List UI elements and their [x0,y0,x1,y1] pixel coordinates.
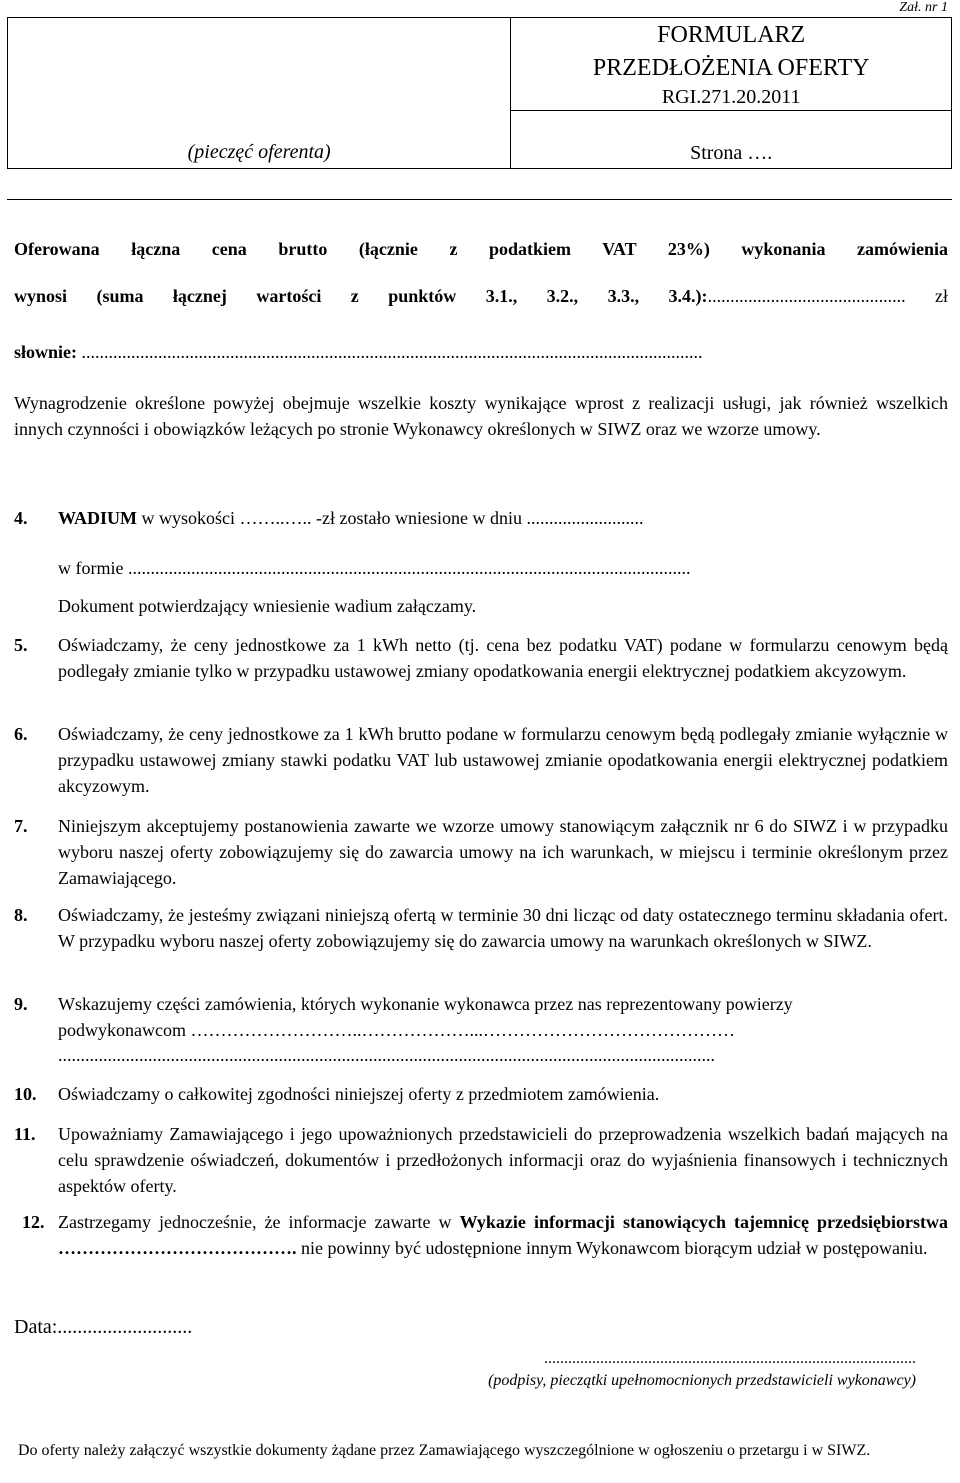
item-8-text: Oświadczamy, że jesteśmy związani niniejszą ofertą w terminie 30 dni licząc od daty ostatecznego terminu składania ofert. W przypadku wyboru naszej oferty zobowiązujemy się do zawarcia umowy na warunkach określonych w SIWZ. [58,905,948,951]
page-label: Strona …. [511,110,951,168]
subcontractor-field-line2[interactable]: .................................................................................................................................................. [58,1045,715,1065]
attachment-label: Zał. nr 1 [899,0,948,15]
item-number: 9. [14,994,28,1014]
remuneration-paragraph: Wynagrodzenie określone powyżej obejmuje wszelkie koszty wynikające wprost z realizacji usługi, jak również wszelkich innych czynności i obowiązków leżących po stronie Wykonawcy określonych w SIWZ oraz we wzorze umowy. [14,393,948,439]
item-number: 5. [14,635,28,655]
price-sum-label: wynosi (suma łącznej wartości z punktów 3.1., 3.2., 3.3., 3.4.): [14,286,708,306]
price-line1: Oferowana łączna cena brutto (łącznie z podatkiem VAT 23%) wykonania zamówienia [14,239,948,259]
price-words-field[interactable]: .......................................................................................................................................... [81,342,703,362]
wadium-label: WADIUM [58,508,137,528]
header-table [7,17,952,169]
price-section [14,236,948,262]
trade-secret-field[interactable]: …………………………………. [58,1238,297,1258]
item-6-text: Oświadczamy, że ceny jednostkowe za 1 kWh brutto podane w formularzu cenowym będą podlegały zmianie wyłącznie w przypadku ustawowej zmiany stawki podatku VAT lub ustawowej zmianie opodatkowania energii elektrycznej podatkiem akcyzowym. [58,724,948,796]
item-number: 11. [14,1124,36,1144]
item-number: 12. [22,1212,45,1232]
item-9-text: Wskazujemy części zamówienia, których wykonanie wykonawca przez nas reprezentowany powierzy [58,994,793,1014]
item-number: 10. [14,1084,37,1104]
item-number: 7. [14,816,28,836]
item-12-text [58,1209,948,1261]
price-words [14,339,948,365]
item-number: 8. [14,905,28,925]
item-number: 6. [14,724,28,744]
title-cell [511,18,952,169]
item-5-text: Oświadczamy, że ceny jednostkowe za 1 kWh netto (tj. cena bez podatku VAT) podane w formularzu cenowym będą podlegały zmianie tylko w przypadku ustawowej zmiany opodatkowania energii elektrycznej podatkiem akcyzowym. [58,635,948,681]
stamp-label: (pieczęć oferenta) [187,141,331,163]
signature-field[interactable]: ............................................................................................. [544,1350,916,1367]
item-10-text: Oświadczamy o całkowitej zgodności niniejszej oferty z przedmiotem zamówienia. [58,1084,660,1104]
wadium-fields[interactable]: w wysokości ……..….. -zł zostało wniesione w dniu .......................... [137,508,644,528]
item-4-text [58,505,948,531]
form-title-line2: PRZEDŁOŻENIA OFERTY [592,55,870,81]
stamp-cell [8,18,511,169]
date-field[interactable]: Data:........................... [14,1316,193,1338]
reference-number: RGI.271.20.2011 [661,86,801,108]
item-7-text: Niniejszym akceptujemy postanowienia zawarte we wzorze umowy stanowiącym załącznik nr 6 do SIWZ i w przypadku wyboru naszej oferty zobowiązujemy się do zawarcia umowy na ich warunkach, w miejscu i terminie określonym przez Zamawiającego. [58,816,948,888]
price-words-label: słownie: [14,342,77,362]
trade-secret-list-label: Wykazie informacji stanowiących tajemnicę przedsiębiorstwa [459,1212,948,1232]
wadium-form-field[interactable]: w formie ............................................................................................................................. [58,558,691,578]
item-11-text: Upoważniamy Zamawiającego i jego upoważnionych przedstawicieli do przeprowadzenia wszelkich badań mających na celu sprawdzenie oświadczeń, dokumentów i przedłożonych informacji oraz do wyjaśnienia finansowych i technicznych aspektów oferty. [58,1124,948,1196]
wadium-document-note: Dokument potwierdzający wniesienie wadium załączamy. [58,596,477,616]
footnote: Do oferty należy załączyć wszystkie dokumenty żądane przez Zamawiającego wyszczególnione w ogłoszeniu o przetargu i w SIWZ. [18,1442,871,1459]
item-12-intro: Zastrzegamy jednocześnie, że informacje zawarte w [58,1212,460,1232]
price-line2 [14,283,948,309]
form-title-line1: FORMULARZ [657,22,806,48]
item-12-outro: nie powinny być udostępnione innym Wykonawcom biorącym udział w postępowaniu. [296,1238,928,1258]
subcontractor-field[interactable]: podwykonawcom ………………………..………………...…………………………………… [58,1020,735,1040]
item-number: 4. [14,508,28,528]
price-amount-field[interactable]: ............................................ zł [707,286,949,306]
signature-label: (podpisy, pieczątki upełnomocnionych przedstawicieli wykonawcy) [488,1372,916,1389]
